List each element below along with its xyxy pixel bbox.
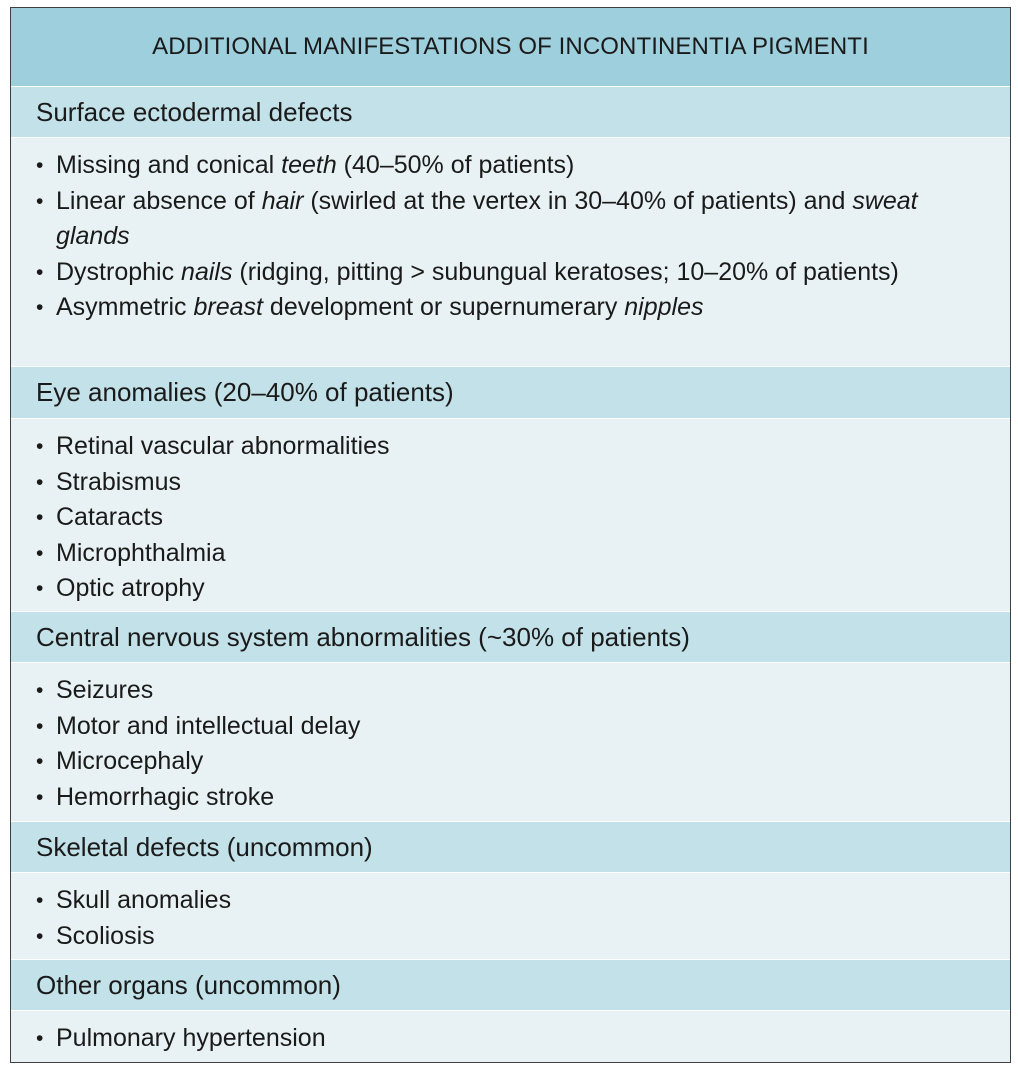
table-title: ADDITIONAL MANIFESTATIONS OF INCONTINENTIA PIGMENTI: [11, 8, 1010, 87]
section-header-surface-ectodermal-defects: Surface ectodermal defects: [11, 87, 1010, 138]
list-item: • Scoliosis: [36, 919, 990, 955]
list-item: • Seizures: [36, 673, 990, 709]
list-item: • Microcephaly: [36, 744, 990, 780]
list-item: • Optic atrophy: [36, 571, 990, 607]
list-item: • Microphthalmia: [36, 536, 990, 572]
list-item: • Cataracts: [36, 500, 990, 536]
list-item: • Skull anomalies: [36, 883, 990, 919]
section-body-eye-anomalies: [11, 419, 1010, 612]
section-body-skeletal-defects: [11, 873, 1010, 960]
list-item: • Retinal vascular abnormalities: [36, 429, 990, 465]
list-item: • Pulmonary hypertension: [36, 1021, 990, 1057]
section-header-other-organs: Other organs (uncommon): [11, 960, 1010, 1011]
section-body-cns-abnormalities: [11, 663, 1010, 822]
section-header-cns-abnormalities: Central nervous system abnormalities (~30% of patients): [11, 612, 1010, 663]
list-item: • Asymmetric breast development or supernumerary nipples: [36, 290, 990, 326]
section-header-skeletal-defects: Skeletal defects (uncommon): [11, 822, 1010, 873]
list-item: • Strabismus: [36, 465, 990, 501]
list-item: • Missing and conical teeth (40–50% of patients): [36, 148, 990, 184]
manifestations-table: [10, 7, 1011, 1063]
list-item: • Motor and intellectual delay: [36, 709, 990, 745]
section-header-eye-anomalies: Eye anomalies (20–40% of patients): [11, 367, 1010, 419]
list-item: • Hemorrhagic stroke: [36, 780, 990, 816]
list-item: • Linear absence of hair (swirled at the vertex in 30–40% of patients) and sweat glands: [36, 184, 990, 255]
list-item: • Dystrophic nails (ridging, pitting > subungual keratoses; 10–20% of patients): [36, 255, 990, 291]
section-body-other-organs: [11, 1011, 1010, 1062]
section-body-surface-ectodermal-defects: [11, 138, 1010, 367]
